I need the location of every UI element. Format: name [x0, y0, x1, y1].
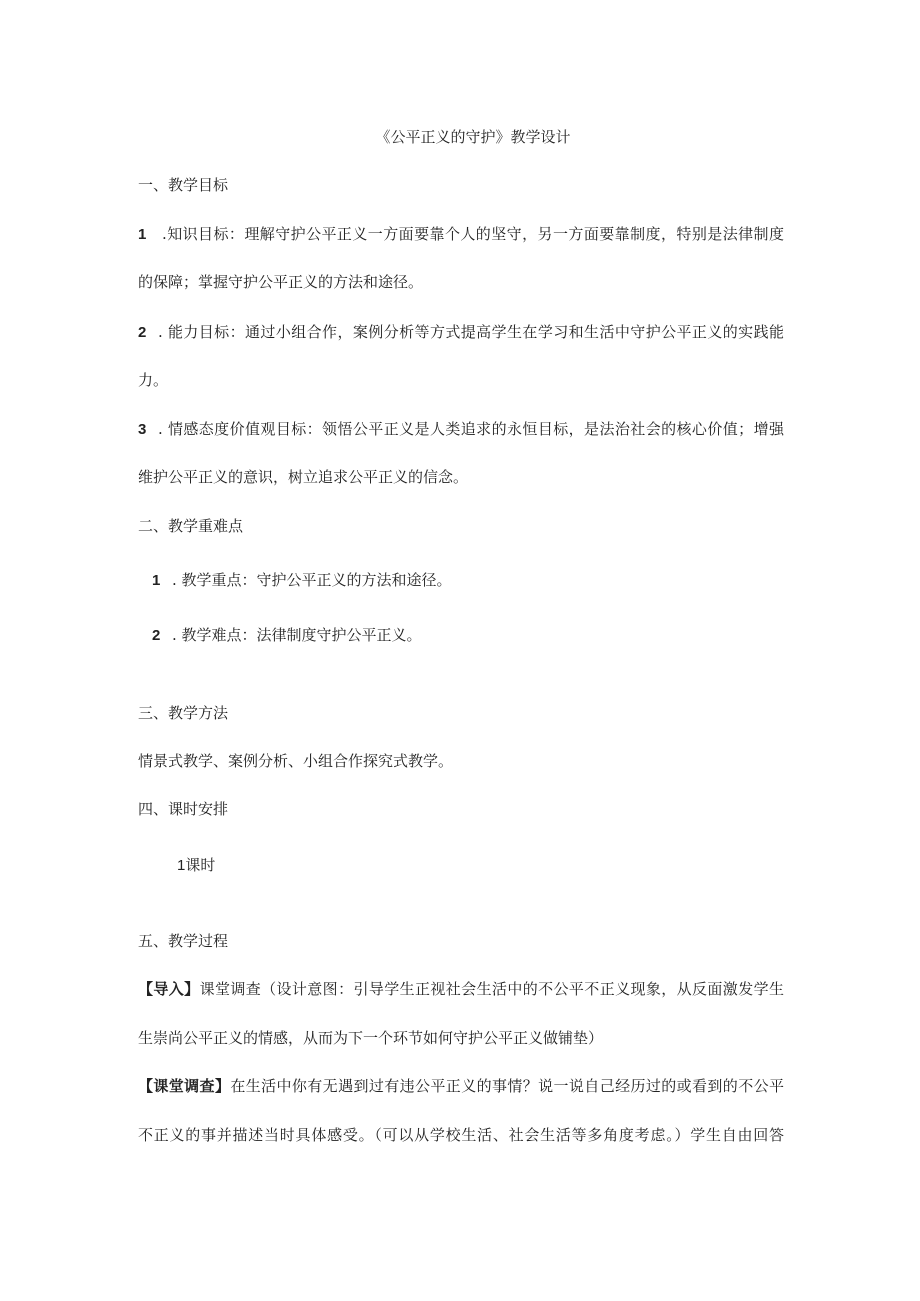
objective-3-number: 3 — [138, 421, 147, 438]
objective-3-text: . 情感态度价值观目标：领悟公平正义是人类追求的永恒目标，是法治社会的核心价值；增强 — [158, 420, 784, 438]
survey-label: 【课堂调查】 — [138, 1077, 231, 1095]
survey-text: 在生活中你有无遇到过有违公平正义的事情？说一说自己经历过的或看到的不公平 — [230, 1077, 784, 1095]
section-heading-schedule: 四、课时安排 — [138, 800, 229, 818]
schedule-number: 1 — [177, 857, 186, 874]
section-heading-key-points: 二、教学重难点 — [138, 517, 244, 535]
objective-1-line2: 的保障；掌握守护公平正义的方法和途径。 — [138, 273, 424, 291]
intro-text: 课堂调查（设计意图：引导学生正视社会生活中的不公平不正义现象，从反面激发学生 — [199, 980, 784, 998]
key-point-1-number: 1 — [152, 572, 161, 589]
methods-text: 情景式教学、案例分析、小组合作探究式教学。 — [138, 752, 454, 770]
key-point-1-text: . 教学重点：守护公平正义的方法和途径。 — [172, 571, 452, 589]
section-heading-objectives: 一、教学目标 — [138, 176, 229, 194]
schedule-unit: 课时 — [185, 856, 216, 874]
intro-line2: 生崇尚公平正义的情感，从而为下一个环节如何守护公平正义做铺垫） — [138, 1029, 604, 1047]
section-heading-process: 五、教学过程 — [138, 932, 229, 950]
schedule-text — [177, 855, 215, 876]
survey-line1 — [138, 1076, 784, 1096]
objective-3-line1 — [138, 419, 784, 440]
key-point-2 — [152, 625, 422, 646]
objective-2-number: 2 — [138, 324, 147, 341]
key-point-1 — [152, 570, 452, 591]
objective-3-line2: 维护公平正义的意识，树立追求公平正义的信念。 — [138, 468, 469, 486]
key-point-2-text: . 教学难点：法律制度守护公平正义。 — [172, 626, 422, 644]
survey-line2: 不正义的事并描述当时具体感受。（可以从学校生活、社会生活等多角度考虑。）学生自由回答 — [138, 1126, 784, 1144]
document-title: 《公平正义的守护》教学设计 — [375, 128, 571, 146]
intro-label: 【导入】 — [138, 980, 200, 998]
intro-line1 — [138, 979, 784, 999]
objective-1-line1 — [138, 224, 784, 245]
objective-1-text: .知识目标：理解守护公平正义一方面要靠个人的坚守，另一方面要靠制度，特别是法律制度 — [162, 225, 784, 243]
objective-2-text: . 能力目标：通过小组合作，案例分析等方式提高学生在学习和生活中守护公平正义的实践能 — [158, 323, 784, 341]
objective-2-line1 — [138, 322, 784, 343]
objective-2-line2: 力。 — [138, 371, 169, 389]
objective-1-number: 1 — [138, 226, 147, 243]
section-heading-methods: 三、教学方法 — [138, 704, 229, 722]
key-point-2-number: 2 — [152, 627, 161, 644]
